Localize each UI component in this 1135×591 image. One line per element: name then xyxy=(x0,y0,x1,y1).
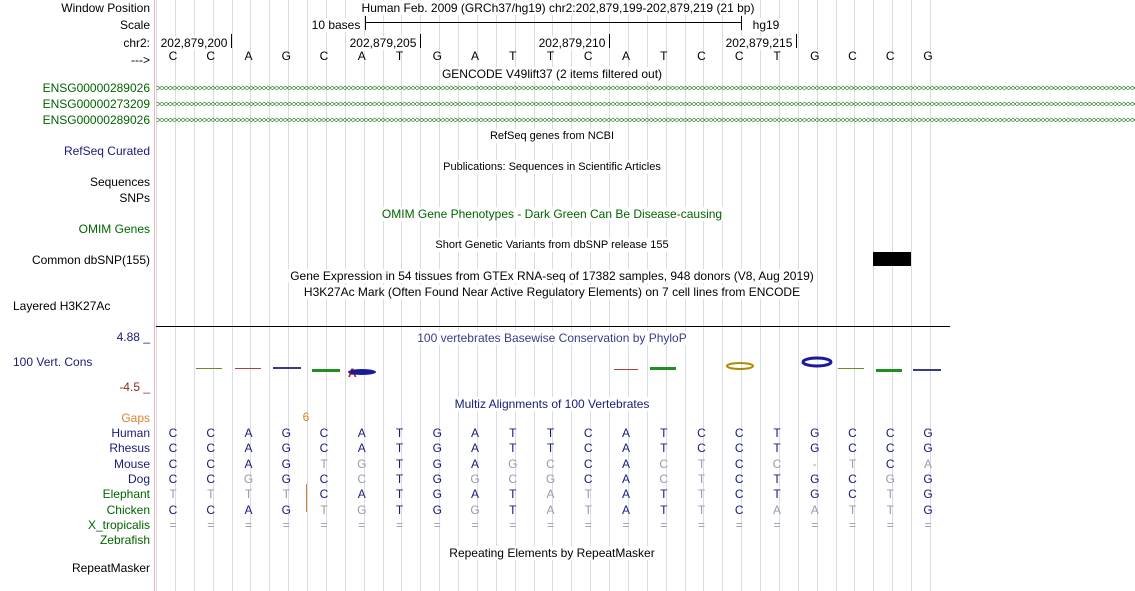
h3k27ac-track-title[interactable]: H3K27Ac Mark (Often Found Near Active Regulatory Elements) on 7 cell lines from ENCODE xyxy=(303,285,801,299)
phylop-glyph-3 xyxy=(727,363,753,369)
aligned-base: = xyxy=(773,517,781,532)
strand-arrow-label: ---> xyxy=(131,53,150,67)
phylop-glyph-4 xyxy=(803,358,831,366)
aligned-base: = xyxy=(811,517,819,532)
sequences-track-label[interactable]: Sequences xyxy=(89,175,150,189)
gencode-track-title[interactable]: GENCODE V49lift37 (2 items filtered out) xyxy=(441,67,663,81)
aligned-base: T xyxy=(886,487,894,502)
track-labels-column xyxy=(0,0,155,591)
aligned-base: A xyxy=(244,456,253,471)
aligned-base: T xyxy=(546,426,555,440)
aligned-base: C xyxy=(206,471,216,486)
scale-label: Scale xyxy=(119,18,150,32)
aligned-base: C xyxy=(734,426,744,440)
snps-track-label[interactable]: SNPs xyxy=(119,191,150,205)
aligned-base: = xyxy=(358,517,366,532)
aligned-base: T xyxy=(207,487,215,502)
position-label-4: 202,879,215 xyxy=(725,36,793,50)
reference-base: C xyxy=(319,49,329,63)
gaps-label: Gaps xyxy=(121,411,150,425)
scale-bar-line xyxy=(365,22,741,23)
scale-bar-text: 10 bases xyxy=(311,18,361,32)
aligned-base: C xyxy=(734,456,744,471)
aligned-base: T xyxy=(282,487,290,502)
phylop-min-label: -4.5 _ xyxy=(119,380,150,394)
aligned-base: T xyxy=(848,456,857,471)
aligned-base: G xyxy=(810,426,820,440)
aligned-base: C xyxy=(659,471,669,486)
aligned-base: C xyxy=(319,487,329,502)
aligned-base: A xyxy=(244,502,253,517)
position-tick-4 xyxy=(796,34,797,48)
reference-base: A xyxy=(470,49,479,63)
aligned-base: C xyxy=(319,441,329,456)
aligned-base: C xyxy=(168,502,178,517)
aligned-base: G xyxy=(545,471,556,486)
aligned-base: T xyxy=(395,441,404,456)
gene-arrows-1[interactable]: >>>>>>>>>>>>>>>>>>>>>>>>>>>>>>>>>>>>>>>>>>>>>>>>>>>>>>>>>>>>>>>>>>>>>>>>>>>>>>>>>>>>>>>>>>>>>>>>>>>>>>>>>>>>>>>>>>>>>>>>>>>>>>>>>>>>>>>>>>>>>>>>>>>>>>>>>>>>>>>>>>>>>>>>>>>>>>>>>>>>>>>>>>>>>>>>>>>>>>>>>>>>>>>>>>>>>>>>>>>>>>>>>>>>>> xyxy=(156,83,1135,93)
aligned-base: C xyxy=(583,471,593,486)
aligned-base: C xyxy=(546,456,555,471)
aligned-base: C xyxy=(848,426,857,440)
aligned-base: T xyxy=(320,502,328,517)
aligned-base: T xyxy=(697,502,706,517)
h3k27ac-track-label[interactable]: Layered H3K27Ac xyxy=(13,299,111,313)
aligned-base: G xyxy=(281,502,291,517)
aligned-base: G xyxy=(470,502,480,517)
aligned-base: = xyxy=(282,517,290,532)
aligned-base: A xyxy=(546,487,555,502)
aligned-base: = xyxy=(471,517,479,532)
aligned-base: C xyxy=(206,441,216,456)
scale-db-text: hg19 xyxy=(752,18,780,32)
aligned-base: A xyxy=(357,487,366,502)
aligned-base: = xyxy=(244,517,252,532)
aligned-base: T xyxy=(697,456,706,471)
aligned-base: C xyxy=(583,456,593,471)
aligned-base: C xyxy=(357,471,367,486)
publications-track-title[interactable]: Publications: Sequences in Scientific Articles xyxy=(443,161,661,173)
aligned-base: G xyxy=(923,502,933,517)
aligned-base: A xyxy=(470,487,479,502)
aligned-base: C xyxy=(168,471,178,486)
aligned-base: T xyxy=(660,487,668,502)
reference-base: A xyxy=(621,49,630,63)
species-label-elephant[interactable]: Elephant xyxy=(102,487,150,502)
track-data-area[interactable] xyxy=(156,0,1135,591)
aligned-base: G xyxy=(281,441,291,456)
aligned-base: T xyxy=(584,502,592,517)
reference-base: C xyxy=(734,49,744,63)
gtex-track-title[interactable]: Gene Expression in 54 tissues from GTEx RNA-seq of 17382 samples, 948 donors (V8, Aug 2019) xyxy=(290,269,814,283)
aligned-base: C xyxy=(206,426,216,440)
reference-base: C xyxy=(848,49,857,63)
aligned-base: G xyxy=(923,471,933,486)
aligned-base: T xyxy=(546,441,555,456)
aligned-base: T xyxy=(320,456,328,471)
aligned-base: A xyxy=(621,502,630,517)
dbsnp-track-label[interactable]: Common dbSNP(155) xyxy=(31,253,150,267)
aligned-base: A xyxy=(244,426,253,440)
aligned-base: T xyxy=(773,471,781,486)
scale-bar-right-tick xyxy=(741,16,742,30)
aligned-base: C xyxy=(848,441,857,456)
aligned-base: C xyxy=(734,471,744,486)
aligned-base: G xyxy=(432,502,442,517)
chromosome-label: chr2: xyxy=(123,36,150,50)
aligned-base: C xyxy=(885,456,895,471)
aligned-base: C xyxy=(168,456,178,471)
aligned-base: T xyxy=(509,487,517,502)
aligned-base: A xyxy=(244,441,253,456)
gene-arrows-2[interactable]: >>>>>>>>>>>>>>>>>>>>>>>>>>>>>>>>>>>>>>>>>>>>>>>>>>>>>>>>>>>>>>>>>>>>>>>>>>>>>>>>>>>>>>>>>>>>>>>>>>>>>>>>>>>>>>>>>>>>>>>>>>>>>>>>>>>>>>>>>>>>>>>>>>>>>>>>>>>>>>>>>>>>>>>>>>>>>>>>>>>>>>>>>>>>>>>>>>>>>>>>>>>>>>>>>>>>>>>>>>>>>>>>>>>>>> xyxy=(156,99,1135,109)
aligned-base: C xyxy=(206,456,216,471)
aligned-base: C xyxy=(734,487,744,502)
aligned-base: G xyxy=(243,471,254,486)
aligned-base: G xyxy=(281,456,291,471)
aligned-base: A xyxy=(357,441,366,456)
reference-base: G xyxy=(923,49,933,63)
reference-base: T xyxy=(773,49,781,63)
aligned-base: A xyxy=(470,456,479,471)
species-label-human[interactable]: Human xyxy=(111,426,150,440)
aligned-base: T xyxy=(395,487,404,502)
aligned-base: = xyxy=(395,517,403,532)
repeatmasker-track-title[interactable]: Repeating Elements by RepeatMasker xyxy=(449,546,655,560)
aligned-base: T xyxy=(509,502,517,517)
dbsnp-track-title[interactable]: Short Genetic Variants from dbSNP release 155 xyxy=(435,239,669,251)
aligned-base: T xyxy=(395,426,404,440)
aligned-base: C xyxy=(734,502,744,517)
gene-label-3[interactable]: ENSG00000289026 xyxy=(42,113,150,127)
aligned-base: T xyxy=(660,502,668,517)
species-label-mouse[interactable]: Mouse xyxy=(113,456,150,471)
aligned-base: T xyxy=(395,456,404,471)
aligned-base: A xyxy=(357,426,366,440)
aligned-base: G xyxy=(357,456,367,471)
aligned-base: A xyxy=(546,502,555,517)
aligned-base: C xyxy=(319,426,329,440)
aligned-base: G xyxy=(470,471,480,486)
aligned-base: T xyxy=(773,426,781,440)
reference-base: C xyxy=(583,49,593,63)
h3k27ac-baseline xyxy=(156,326,950,327)
aligned-base: G xyxy=(432,487,442,502)
aligned-base: A xyxy=(923,456,932,471)
aligned-base: T xyxy=(584,487,592,502)
aligned-base: = xyxy=(207,517,215,532)
omim-track-label[interactable]: OMIM Genes xyxy=(78,222,150,236)
aligned-base: C xyxy=(206,502,216,517)
reference-base: A xyxy=(357,49,366,63)
reference-base: T xyxy=(395,49,404,63)
aligned-base: T xyxy=(660,441,668,456)
aligned-base: G xyxy=(885,471,895,486)
reference-base: G xyxy=(281,49,291,63)
aligned-base: = xyxy=(622,517,630,532)
species-label-dog[interactable]: Dog xyxy=(127,471,150,486)
phylop-track-title[interactable]: 100 vertebrates Basewise Conservation by PhyloP xyxy=(417,331,687,345)
aligned-base: = xyxy=(924,517,932,532)
aligned-base: T xyxy=(697,487,706,502)
gene-label-1[interactable]: ENSG00000289026 xyxy=(42,81,150,95)
scale-bar-left-tick xyxy=(365,16,366,30)
reference-base: T xyxy=(660,49,668,63)
aligned-base: = xyxy=(433,517,441,532)
aligned-base: T xyxy=(169,487,177,502)
reference-base: C xyxy=(885,49,895,63)
aligned-base: C xyxy=(885,441,895,456)
aligned-base: = xyxy=(584,517,592,532)
gap-count-marker: 6 xyxy=(302,410,310,424)
phylop-baseline-bars xyxy=(196,367,941,372)
aligned-base: C xyxy=(168,441,178,456)
aligned-base: A xyxy=(772,502,781,517)
reference-base: C xyxy=(697,49,706,63)
aligned-base: A xyxy=(470,426,479,440)
aligned-base: T xyxy=(509,426,517,440)
reference-base: T xyxy=(509,49,517,63)
aligned-base: A xyxy=(810,502,819,517)
aligned-base: T xyxy=(509,441,517,456)
aligned-base: G xyxy=(432,471,442,486)
aligned-base: C xyxy=(583,441,593,456)
aligned-base: = xyxy=(697,517,705,532)
aligned-base: C xyxy=(885,426,895,440)
aligned-base: C xyxy=(319,471,329,486)
window-position-label: Window Position xyxy=(61,1,150,15)
position-tick-3 xyxy=(609,34,610,48)
position-label-3: 202,879,210 xyxy=(538,36,606,50)
aligned-base: = xyxy=(848,517,856,532)
aligned-base: G xyxy=(810,441,820,456)
aligned-base: G xyxy=(432,456,442,471)
aligned-base: = xyxy=(886,517,894,532)
aligned-base: T xyxy=(697,471,706,486)
phylop-max-label: 4.88 _ xyxy=(116,330,150,344)
species-label-x_tropicalis[interactable]: X_tropicalis xyxy=(87,517,150,532)
repeatmasker-track-label[interactable]: RepeatMasker xyxy=(71,561,150,575)
aligned-base: G xyxy=(281,471,291,486)
gene-label-2[interactable]: ENSG00000273209 xyxy=(42,97,150,111)
reference-base: A xyxy=(244,49,253,63)
aligned-base: A xyxy=(621,441,630,456)
aligned-base: G xyxy=(923,487,933,502)
aligned-base: = xyxy=(320,517,328,532)
gap-insertion-bar xyxy=(306,484,307,512)
phylop-track-label[interactable]: 100 Vert. Cons xyxy=(13,355,93,369)
aligned-base: C xyxy=(848,487,857,502)
aligned-base: C xyxy=(697,441,706,456)
aligned-base: T xyxy=(773,487,781,502)
aligned-base: T xyxy=(848,502,857,517)
refseq-track-label[interactable]: RefSeq Curated xyxy=(63,144,150,158)
species-label-chicken[interactable]: Chicken xyxy=(106,502,150,517)
aligned-base: C xyxy=(168,426,178,440)
omim-track-title[interactable]: OMIM Gene Phenotypes - Dark Green Can Be Disease-causing xyxy=(381,207,723,221)
gene-arrows-3[interactable]: >>>>>>>>>>>>>>>>>>>>>>>>>>>>>>>>>>>>>>>>>>>>>>>>>>>>>>>>>>>>>>>>>>>>>>>>>>>>>>>>>>>>>>>>>>>>>>>>>>>>>>>>>>>>>>>>>>>>>>>>>>>>>>>>>>>>>>>>>>>>>>>>>>>>>>>>>>>>>>>>>>>>>>>>>>>>>>>>>>>>>>>>>>>>>>>>>>>>>>>>>>>>>>>>>>>>>>>>>>>>>>>>>>>>>> xyxy=(156,115,1135,125)
species-label-rhesus[interactable]: Rhesus xyxy=(109,441,150,456)
aligned-base: C xyxy=(583,426,593,440)
aligned-base: = xyxy=(169,517,177,532)
aligned-base: A xyxy=(621,426,630,440)
aligned-base: C xyxy=(734,441,744,456)
aligned-base: - xyxy=(812,456,817,471)
aligned-base: T xyxy=(395,502,404,517)
aligned-base: G xyxy=(810,471,820,486)
aligned-base: G xyxy=(357,502,367,517)
aligned-base: G xyxy=(432,426,442,440)
reference-base: G xyxy=(432,49,442,63)
assembly-position-text: Human Feb. 2009 (GRCh37/hg19) chr2:202,879,199-202,879,219 (21 bp) xyxy=(361,1,755,15)
reference-base: T xyxy=(546,49,555,63)
aligned-base: C xyxy=(697,426,706,440)
aligned-base: G xyxy=(508,456,518,471)
reference-base: C xyxy=(206,49,216,63)
aligned-base: = xyxy=(509,517,517,532)
aligned-base: G xyxy=(432,441,442,456)
aligned-base: A xyxy=(621,471,630,486)
aligned-base: T xyxy=(773,441,781,456)
aligned-base: C xyxy=(659,456,669,471)
aligned-base: A xyxy=(621,456,630,471)
dbsnp-variant-block[interactable] xyxy=(873,252,911,266)
aligned-base: T xyxy=(395,471,404,486)
position-tick-1 xyxy=(231,34,232,48)
reference-base: C xyxy=(168,49,178,63)
aligned-base: = xyxy=(546,517,554,532)
position-label-1: 202,879,200 xyxy=(160,36,228,50)
multiz-track-title[interactable]: Multiz Alignments of 100 Vertebrates xyxy=(454,397,650,411)
aligned-base: = xyxy=(660,517,668,532)
aligned-base: G xyxy=(923,441,933,456)
phylop-glyph-2 xyxy=(348,369,376,375)
reference-base: G xyxy=(810,49,820,63)
aligned-base: G xyxy=(923,426,933,440)
species-label-zebrafish[interactable]: Zebrafish xyxy=(99,533,150,548)
aligned-base: C xyxy=(508,471,518,486)
aligned-base: T xyxy=(886,502,894,517)
aligned-base: C xyxy=(772,456,782,471)
position-tick-2 xyxy=(420,34,421,48)
aligned-base: T xyxy=(660,426,668,440)
aligned-base: A xyxy=(621,487,630,502)
aligned-base: T xyxy=(244,487,253,502)
aligned-base: = xyxy=(735,517,743,532)
aligned-base: G xyxy=(281,426,291,440)
position-label-2: 202,879,205 xyxy=(349,36,417,50)
aligned-base: A xyxy=(470,441,479,456)
refseq-track-title[interactable]: RefSeq genes from NCBI xyxy=(489,130,615,142)
aligned-base: C xyxy=(848,471,857,486)
phylop-logo xyxy=(156,345,950,385)
aligned-base: G xyxy=(810,487,820,502)
